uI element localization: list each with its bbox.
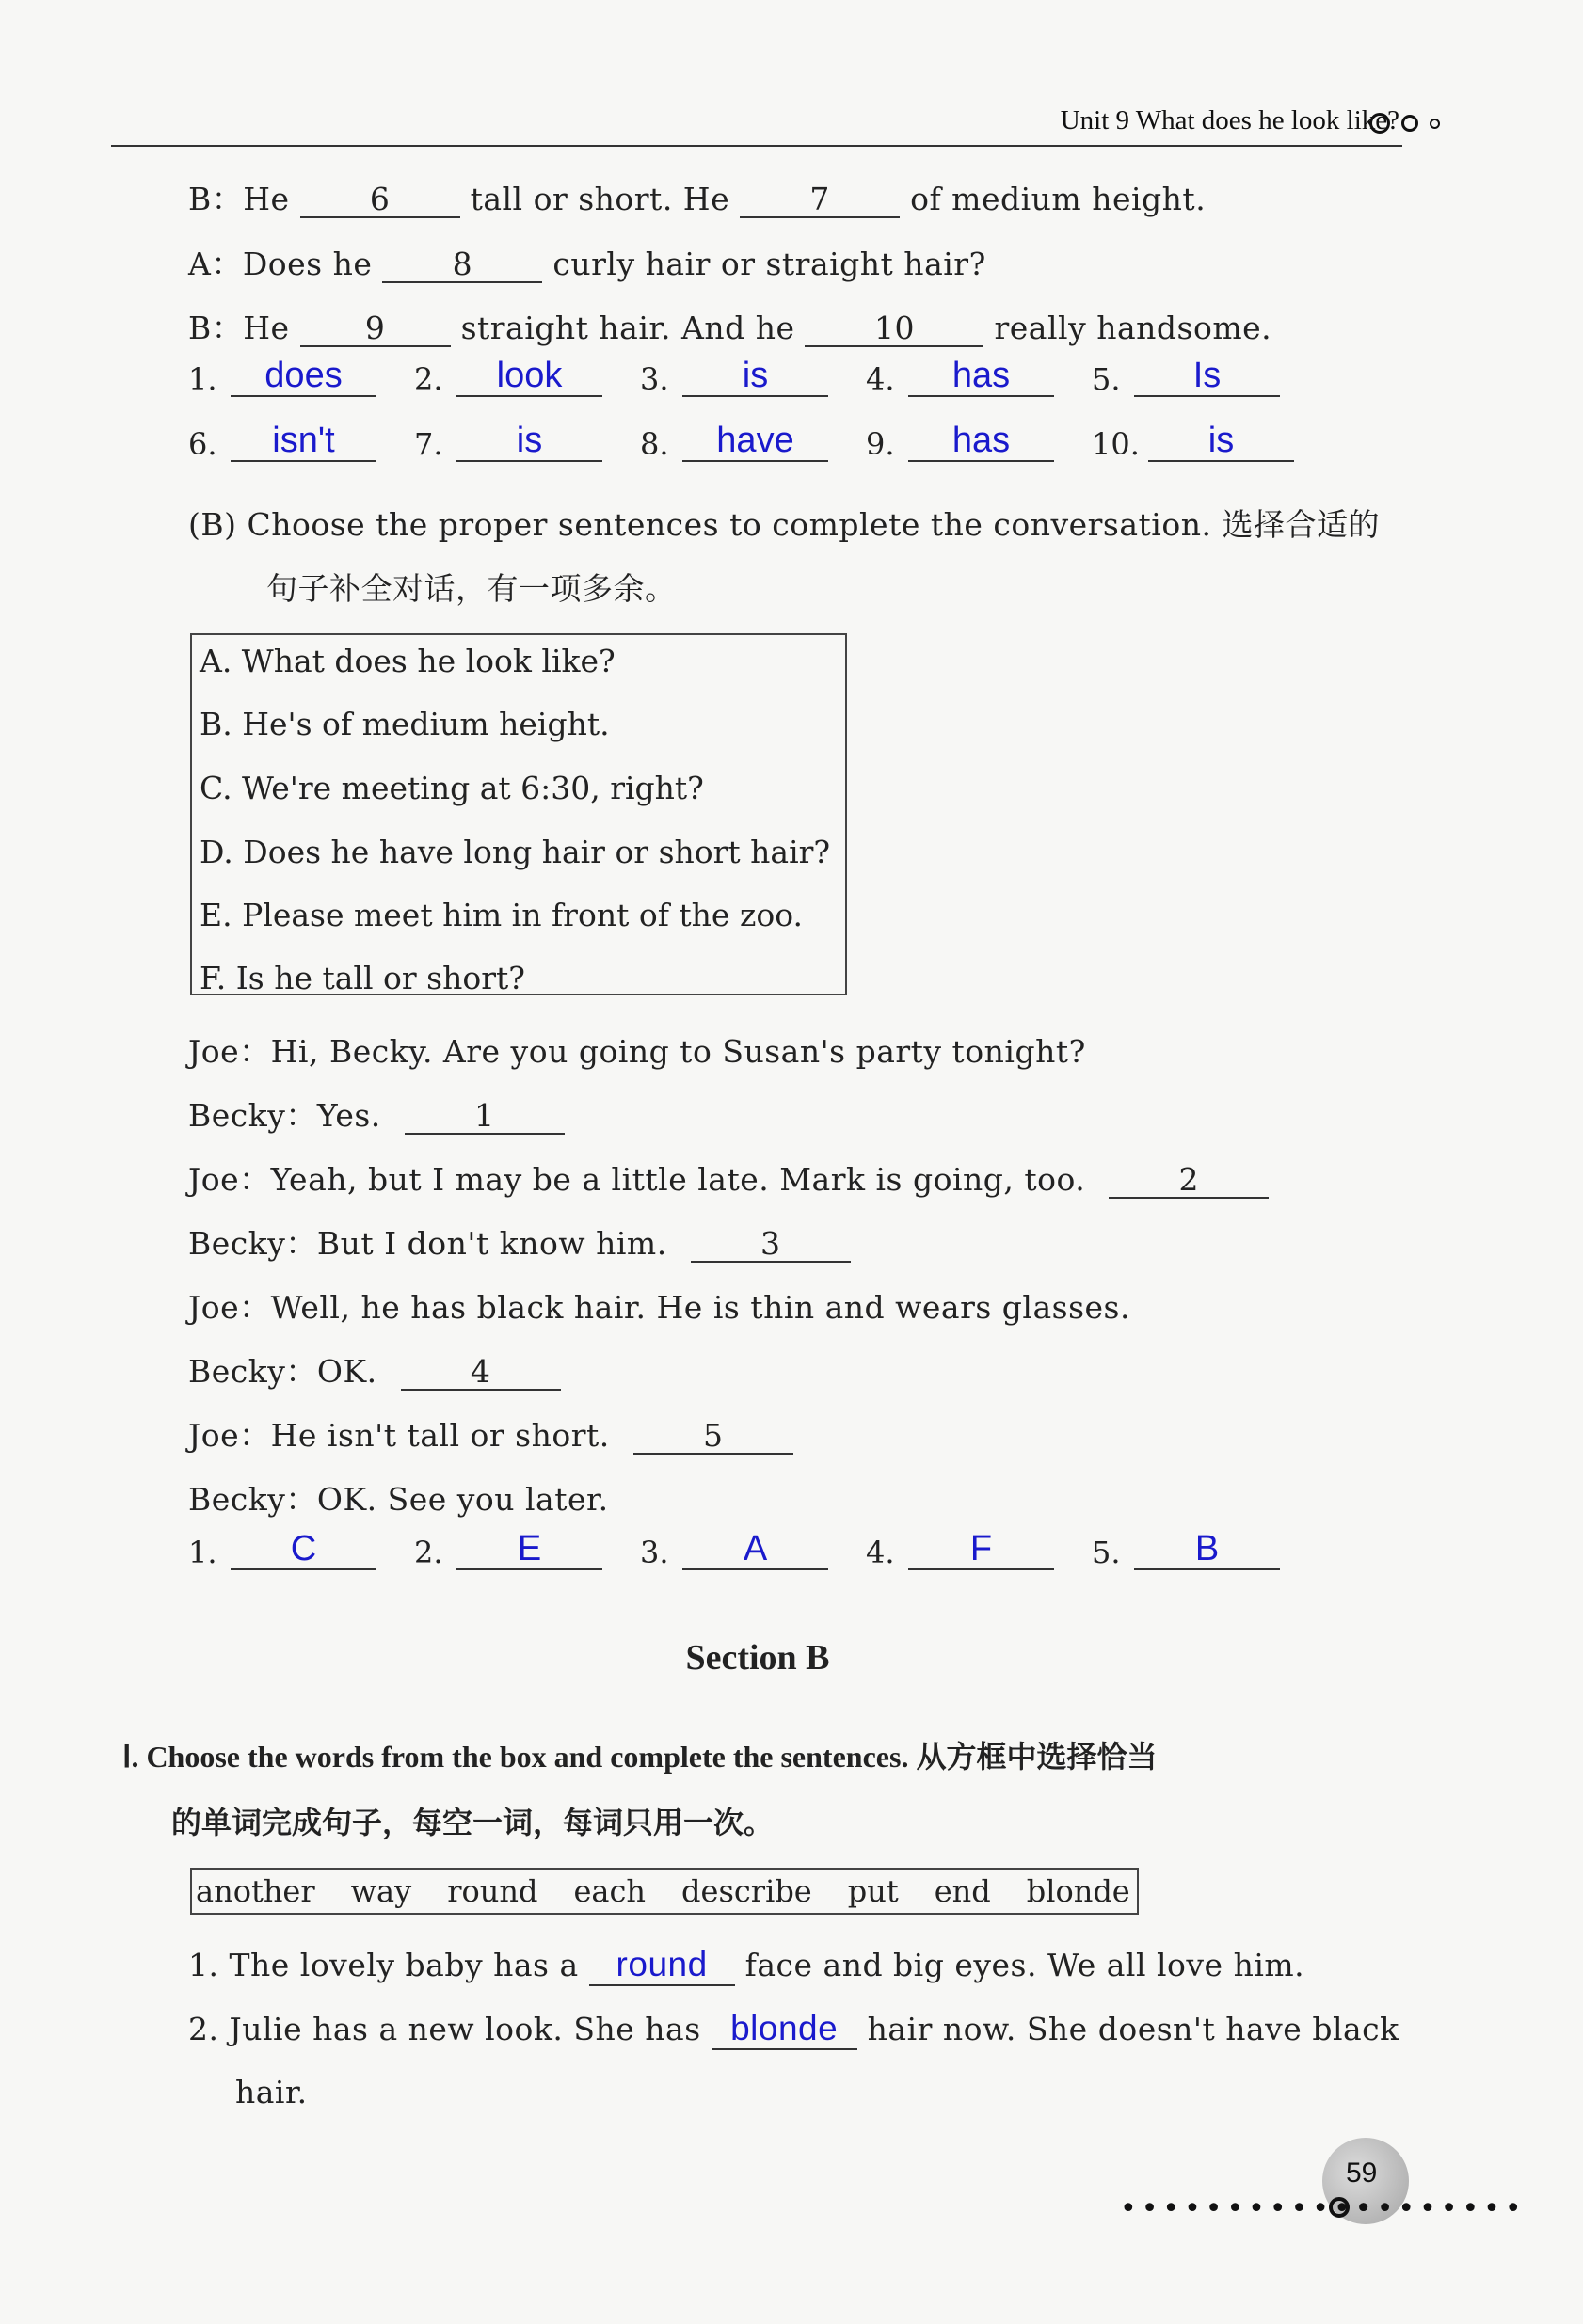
option-c: C. We're meeting at 6:30, right? — [200, 770, 704, 806]
question-2: 2. Julie has a new look. She has blonde hair now. She doesn't have black — [188, 2010, 1399, 2050]
answer-blank: isn't — [231, 422, 376, 462]
numbered-blank: 7 — [740, 183, 900, 218]
word-option: describe — [681, 1873, 812, 1909]
answer-item: 5. B — [1092, 1531, 1280, 1570]
circle-icon — [1369, 113, 1390, 134]
answer-blank: F — [908, 1531, 1054, 1570]
header-divider — [111, 145, 1402, 147]
answer-blank: A — [682, 1531, 828, 1570]
answer-item: 4. has — [866, 358, 1054, 397]
circle-icon — [1430, 119, 1440, 129]
answer-item: 9. has — [866, 422, 1054, 462]
answer-blank: C — [231, 1531, 376, 1570]
answer-item: 3. is — [640, 358, 828, 397]
answer-blank: does — [231, 358, 376, 397]
answer-blank: B — [1134, 1531, 1280, 1570]
answer-item: 1. does — [188, 358, 376, 397]
answer-blank: have — [682, 422, 828, 462]
answer-blank: blonde — [712, 2010, 857, 2050]
header-circles — [1369, 113, 1440, 134]
dialog-b-line-8: Becky：OK. See you later. — [188, 1481, 609, 1518]
answer-row-a2 — [188, 422, 1332, 462]
word-option: round — [447, 1873, 538, 1909]
numbered-blank: 2 — [1109, 1163, 1269, 1199]
answer-item: 1. C — [188, 1531, 376, 1570]
numbered-blank: 1 — [405, 1099, 565, 1135]
numbered-blank: 9 — [300, 311, 451, 347]
option-d: D. Does he have long hair or short hair? — [200, 834, 831, 870]
numbered-blank: 4 — [401, 1355, 561, 1391]
answer-item: 2. look — [414, 358, 602, 397]
page-number: 59 — [1346, 2157, 1378, 2189]
circle-icon — [1401, 115, 1418, 132]
numbered-blank: 10 — [805, 311, 983, 347]
footer-dots-right: •••••••• — [1355, 2192, 1527, 2225]
answer-item: 7. is — [414, 422, 602, 462]
dialog-b-line-4: Becky：But I don't know him. 3 — [188, 1219, 851, 1264]
dialog-line-b1: B：He 6 tall or short. He 7 of medium height. — [188, 181, 1207, 217]
answer-item: 6. isn't — [188, 422, 376, 462]
answer-item: 10. is — [1092, 422, 1294, 462]
dialog-line-b2: B：He 9 straight hair. And he 10 really handsome. — [188, 310, 1272, 346]
numbered-blank: 5 — [633, 1419, 793, 1455]
options-box — [190, 633, 847, 995]
dialog-b-line-7: Joe：He isn't tall or short. 5 — [188, 1411, 793, 1456]
dialog-line-a1: A：Does he 8 curly hair or straight hair? — [188, 246, 986, 282]
word-option: another — [196, 1873, 315, 1909]
part-b-instruction-cn: 句子补全对话，有一项多余。 — [266, 570, 677, 607]
section-title: Section B — [685, 1638, 830, 1678]
option-a: A. What does he look like? — [200, 643, 616, 679]
word-option: put — [847, 1873, 899, 1909]
answer-row-b — [188, 1531, 1318, 1570]
numbered-blank: 3 — [691, 1227, 851, 1263]
section-b-instruction: Ⅰ. Choose the words from the box and complete the sentences. 从方框中选择恰当 — [122, 1740, 1158, 1774]
answer-blank: has — [908, 358, 1054, 397]
answer-item: 8. have — [640, 422, 828, 462]
answer-item: 4. F — [866, 1531, 1054, 1570]
word-box — [190, 1868, 1139, 1915]
answer-item: 3. A — [640, 1531, 828, 1570]
answer-blank: round — [589, 1946, 735, 1986]
word-option: end — [934, 1873, 991, 1909]
dialog-b-line-5: Joe：Well, he has black hair. He is thin and wears glasses. — [188, 1289, 1130, 1326]
numbered-blank: 8 — [382, 247, 542, 283]
numbered-blank: 6 — [300, 183, 460, 218]
word-option: each — [573, 1873, 647, 1909]
option-e: E. Please meet him in front of the zoo. — [200, 897, 803, 933]
answer-blank: E — [456, 1531, 602, 1570]
word-option: blonde — [1026, 1873, 1130, 1909]
part-b-instruction: (B) Choose the proper sentences to complete the conversation. 选择合适的 — [188, 506, 1380, 543]
dialog-b-line-6: Becky：OK. 4 — [188, 1347, 561, 1392]
option-b: B. He's of medium height. — [200, 706, 610, 742]
word-option: way — [350, 1873, 412, 1909]
answer-blank: is — [1148, 422, 1294, 462]
footer-ring-icon — [1329, 2197, 1350, 2218]
section-b-instruction-cn: 的单词完成句子，每空一词，每词只用一次。 — [171, 1806, 775, 1839]
question-2-cont: hair. — [235, 2074, 308, 2110]
answer-blank: look — [456, 358, 602, 397]
answer-item: 5. Is — [1092, 358, 1280, 397]
dialog-b-line-3: Joe：Yeah, but I may be a little late. Mark is going, too. 2 — [188, 1155, 1269, 1200]
answer-blank: Is — [1134, 358, 1280, 397]
answer-blank: has — [908, 422, 1054, 462]
dialog-b-line-1: Joe：Hi, Becky. Are you going to Susan's party tonight? — [188, 1033, 1086, 1070]
question-1: 1. The lovely baby has a round face and big eyes. We all love him. — [188, 1946, 1304, 1986]
option-f: F. Is he tall or short? — [200, 960, 525, 996]
answer-row-a1 — [188, 358, 1318, 397]
unit-header-title: Unit 9 What does he look like? — [1060, 105, 1399, 135]
dialog-b-line-2: Becky：Yes. 1 — [188, 1091, 565, 1136]
footer-dots-left: •••••••••••• — [1120, 2192, 1377, 2225]
answer-blank: is — [682, 358, 828, 397]
answer-item: 2. E — [414, 1531, 602, 1570]
answer-blank: is — [456, 422, 602, 462]
